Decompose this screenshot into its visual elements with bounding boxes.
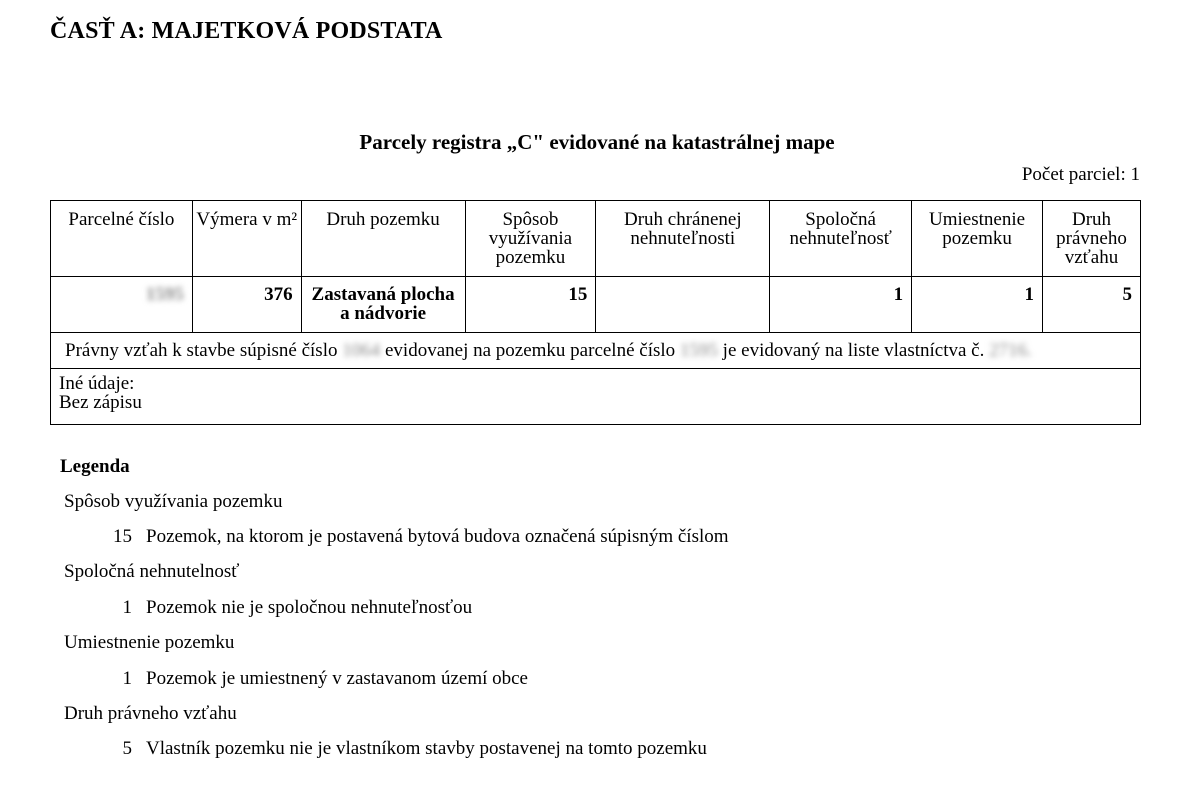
legend-desc: Vlastník pozemku nie je vlastníkom stavby postavenej na tomto pozemku: [146, 738, 707, 759]
redacted-parcel-number-2: 1595: [679, 340, 718, 361]
other-info: [51, 369, 1141, 425]
header-parcel-number: Parcelné číslo: [51, 201, 193, 277]
legend-item: [60, 668, 528, 690]
relation-text: [51, 333, 1141, 369]
header-protected: Druh chránenej nehnuteľnosti: [596, 201, 770, 277]
legend-item: [60, 526, 729, 548]
cell-legal-relation: 5: [1043, 277, 1141, 333]
table-header-row: [51, 201, 1141, 277]
legend-desc: Pozemok nie je spoločnou nehnuteľnosťou: [146, 597, 473, 618]
cell-usage: 15: [465, 277, 596, 333]
legend-desc: Pozemok je umiestnený v zastavanom území obce: [146, 668, 528, 689]
legend-title: Legenda: [60, 456, 130, 477]
cell-land-type: Zastavaná plocha a nádvorie: [301, 277, 465, 333]
cell-parcel-number: [51, 277, 193, 333]
legend-category: Spôsob využívania pozemku: [64, 491, 283, 512]
cell-protected: [596, 277, 770, 333]
header-location: Umiestnenie pozemku: [912, 201, 1043, 277]
document-heading: Parcely registra „C" evidované na katastrálnej mape: [359, 130, 835, 154]
parcel-count-label: Počet parciel:: [1021, 164, 1126, 185]
legend-code: 15: [113, 526, 132, 547]
parcels-table: [50, 200, 1141, 425]
legend-code: 1: [122, 668, 132, 689]
header-usage: Spôsob využívania pozemku: [465, 201, 596, 277]
table-row: [51, 277, 1141, 333]
cell-common: 1: [770, 277, 912, 333]
header-legal-relation: Druh právneho vzťahu: [1043, 201, 1141, 277]
other-info-row: [51, 369, 1141, 425]
legend-item: [60, 738, 707, 760]
legend-category: Spoločná nehnutelnosť: [64, 561, 240, 582]
header-land-type: Druh pozemku: [301, 201, 465, 277]
redacted-lv-number: 2716.: [989, 340, 1032, 361]
cell-location: 1: [912, 277, 1043, 333]
header-common: Spoločná nehnuteľnosť: [770, 201, 912, 277]
legend-code: 1: [122, 597, 132, 618]
legend-category: Druh právneho vzťahu: [64, 703, 237, 724]
legend-item: [60, 597, 472, 619]
parcel-count: [1022, 164, 1140, 186]
other-info-value: Bez zápisu: [59, 392, 142, 413]
legend-code: 5: [122, 738, 132, 759]
cell-area: 376: [192, 277, 301, 333]
redacted-building-number: 1064: [342, 340, 381, 361]
redacted-parcel-number: 1595: [145, 284, 184, 305]
relation-text-part2: evidovanej na pozemku parcelné číslo: [385, 340, 676, 361]
part-title: ČASŤ A: MAJETKOVÁ PODSTATA: [50, 18, 443, 44]
relation-text-part1: Právny vzťah k stavbe súpisné číslo: [65, 340, 338, 361]
header-area: Výmera v m²: [192, 201, 301, 277]
legend-desc: Pozemok, na ktorom je postavená bytová budova označená súpisným číslom: [146, 526, 729, 547]
relation-text-part3: je evidovaný na liste vlastníctva č.: [722, 340, 985, 361]
parcel-count-value: 1: [1130, 164, 1140, 185]
legend-category: Umiestnenie pozemku: [64, 632, 235, 653]
relation-row: [51, 333, 1141, 369]
other-info-label: Iné údaje:: [59, 373, 135, 394]
